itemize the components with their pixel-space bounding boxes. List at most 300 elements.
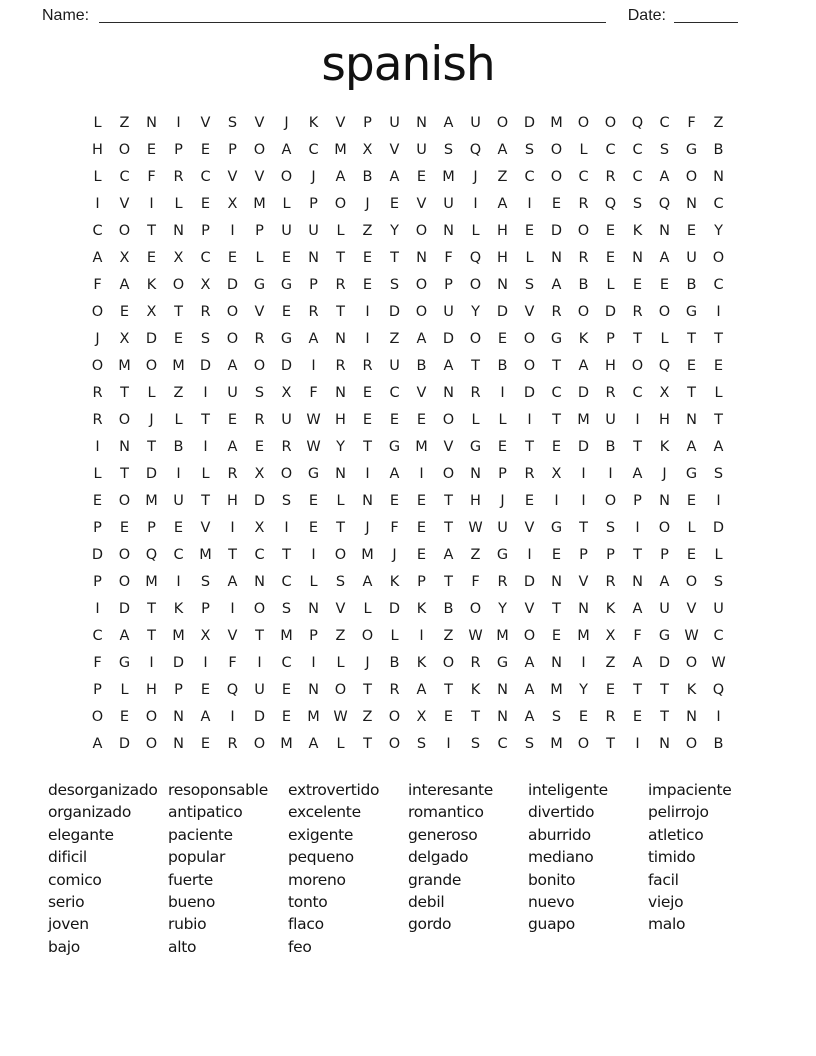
grid-letter: T xyxy=(120,466,129,482)
grid-letter: N xyxy=(335,385,346,401)
grid-letter: E xyxy=(551,628,562,644)
grid-letter: H xyxy=(92,142,103,158)
grid-letter: C xyxy=(200,169,211,185)
grid-letter: E xyxy=(497,331,508,347)
grid-letter: J xyxy=(500,493,505,509)
grid-letter: E xyxy=(362,412,373,428)
grid-letter: C xyxy=(119,169,130,185)
grid-letter: E xyxy=(200,142,211,158)
word-list-column xyxy=(168,779,288,958)
grid-letter: M xyxy=(307,709,320,725)
grid-letter: E xyxy=(686,547,697,563)
grid-letter: M xyxy=(577,628,590,644)
grid-letter: A xyxy=(443,547,454,563)
grid-letter: Z xyxy=(713,115,724,131)
grid-letter: O xyxy=(253,601,266,617)
grid-letter: A xyxy=(686,439,697,455)
grid-letter: U xyxy=(389,115,400,131)
grid-letter: B xyxy=(497,358,508,374)
grid-letter: P xyxy=(93,520,102,536)
grid-letter: U xyxy=(470,115,481,131)
grid-letter: T xyxy=(201,412,210,428)
grid-letter: M xyxy=(118,358,131,374)
grid-letter: P xyxy=(147,520,156,536)
word-item: elegante xyxy=(48,825,114,844)
word-item: serio xyxy=(48,893,85,912)
grid-letter: T xyxy=(633,439,642,455)
grid-letter: T xyxy=(336,304,345,320)
grid-letter: D xyxy=(118,601,131,617)
grid-letter: G xyxy=(550,331,563,347)
grid-letter: C xyxy=(92,223,103,239)
grid-letter: H xyxy=(146,682,157,698)
grid-letter: I xyxy=(635,412,640,428)
grid-letter: S xyxy=(389,277,400,293)
word-item: delgado xyxy=(408,848,469,867)
grid-letter: O xyxy=(172,277,185,293)
grid-letter: O xyxy=(577,223,590,239)
grid-letter: T xyxy=(147,628,156,644)
grid-letter: T xyxy=(714,412,723,428)
grid-letter: H xyxy=(659,412,670,428)
grid-letter: T xyxy=(552,601,561,617)
grid-letter: E xyxy=(416,169,427,185)
grid-letter: S xyxy=(470,736,481,752)
grid-letter: N xyxy=(686,196,697,212)
grid-letter: P xyxy=(201,223,210,239)
grid-letter: A xyxy=(119,277,130,293)
grid-letter: K xyxy=(416,655,427,671)
grid-letter: L xyxy=(363,601,372,617)
grid-letter: E xyxy=(389,412,400,428)
grid-letter: C xyxy=(659,115,670,131)
grid-letter: S xyxy=(524,277,535,293)
grid-letter: E xyxy=(146,250,157,266)
grid-letter: D xyxy=(496,304,509,320)
grid-letter: N xyxy=(362,493,373,509)
grid-letter: P xyxy=(309,196,318,212)
grid-letter: M xyxy=(145,574,158,590)
grid-row xyxy=(84,245,732,272)
grid-letter: B xyxy=(443,601,454,617)
grid-letter: D xyxy=(604,304,617,320)
grid-letter: S xyxy=(416,736,427,752)
word-item: divertido xyxy=(528,803,595,822)
grid-row xyxy=(84,677,732,704)
grid-letter: C xyxy=(713,277,724,293)
grid-letter: F xyxy=(93,655,102,671)
grid-letter: S xyxy=(335,574,346,590)
grid-letter: U xyxy=(497,520,508,536)
grid-letter: P xyxy=(498,466,507,482)
grid-letter: J xyxy=(311,169,316,185)
grid-letter: Z xyxy=(497,169,508,185)
grid-letter: S xyxy=(524,142,535,158)
grid-letter: F xyxy=(93,277,102,293)
grid-letter: L xyxy=(309,574,318,590)
grid-letter: T xyxy=(363,439,372,455)
grid-letter: E xyxy=(497,439,508,455)
grid-letter: N xyxy=(308,682,319,698)
grid-letter: X xyxy=(119,331,130,347)
grid-letter: G xyxy=(685,142,698,158)
grid-letter: S xyxy=(632,196,643,212)
grid-letter: A xyxy=(335,169,346,185)
grid-letter: I xyxy=(554,493,559,509)
grid-letter: D xyxy=(550,223,563,239)
grid-letter: U xyxy=(713,601,724,617)
grid-letter: D xyxy=(577,439,590,455)
grid-letter: T xyxy=(282,547,291,563)
grid-letter: A xyxy=(632,601,643,617)
grid-letter: E xyxy=(605,223,616,239)
grid-letter: R xyxy=(335,277,346,293)
grid-letter: L xyxy=(201,466,210,482)
grid-letter: E xyxy=(686,358,697,374)
grid-row xyxy=(84,488,732,515)
grid-letter: E xyxy=(281,682,292,698)
word-list-column xyxy=(288,779,408,958)
grid-row xyxy=(84,353,732,380)
grid-letter: X xyxy=(659,385,670,401)
grid-letter: O xyxy=(226,304,239,320)
grid-letter: G xyxy=(307,466,320,482)
grid-letter: X xyxy=(551,466,562,482)
grid-letter: K xyxy=(659,439,670,455)
grid-letter: T xyxy=(714,331,723,347)
grid-letter: O xyxy=(604,493,617,509)
grid-letter: E xyxy=(389,196,400,212)
grid-letter: E xyxy=(416,412,427,428)
grid-letter: A xyxy=(308,331,319,347)
grid-letter: E xyxy=(362,385,373,401)
grid-letter: P xyxy=(93,574,102,590)
grid-letter: O xyxy=(604,115,617,131)
word-item: fuerte xyxy=(168,870,214,889)
grid-letter: A xyxy=(524,709,535,725)
grid-letter: N xyxy=(470,466,481,482)
grid-letter: I xyxy=(149,655,154,671)
grid-letter: U xyxy=(686,250,697,266)
grid-letter: T xyxy=(147,223,156,239)
grid-letter: J xyxy=(473,169,478,185)
grid-letter: X xyxy=(119,250,130,266)
grid-letter: O xyxy=(91,709,104,725)
grid-letter: E xyxy=(524,223,535,239)
grid-letter: U xyxy=(443,304,454,320)
grid-letter: D xyxy=(199,358,212,374)
grid-letter: G xyxy=(280,331,293,347)
word-search-grid xyxy=(84,110,732,758)
grid-letter: I xyxy=(176,574,181,590)
word-item: interesante xyxy=(408,781,494,799)
grid-letter: E xyxy=(632,277,643,293)
grid-letter: R xyxy=(578,250,589,266)
grid-letter: Q xyxy=(604,196,617,212)
grid-letter: V xyxy=(335,115,346,131)
grid-letter: I xyxy=(176,115,181,131)
grid-letter: U xyxy=(281,412,292,428)
grid-letter: O xyxy=(388,736,401,752)
grid-letter: I xyxy=(419,628,424,644)
word-item: atletico xyxy=(648,825,704,844)
grid-letter: L xyxy=(525,250,534,266)
grid-row xyxy=(84,326,732,353)
grid-letter: R xyxy=(605,574,616,590)
grid-letter: X xyxy=(605,628,616,644)
grid-letter: C xyxy=(524,169,535,185)
grid-letter: V xyxy=(227,169,238,185)
word-item: excelente xyxy=(288,803,361,822)
grid-letter: Y xyxy=(390,223,399,239)
grid-letter: E xyxy=(362,277,373,293)
grid-letter: F xyxy=(147,169,156,185)
grid-letter: T xyxy=(336,250,345,266)
grid-letter: I xyxy=(527,547,532,563)
grid-letter: C xyxy=(632,385,643,401)
grid-letter: R xyxy=(470,385,481,401)
grid-letter: R xyxy=(92,412,103,428)
word-item: bajo xyxy=(48,937,80,956)
grid-letter: U xyxy=(389,358,400,374)
grid-letter: A xyxy=(713,439,724,455)
grid-letter: V xyxy=(524,601,535,617)
grid-letter: L xyxy=(147,385,156,401)
grid-letter: K xyxy=(632,223,643,239)
grid-letter: N xyxy=(335,331,346,347)
grid-letter: E xyxy=(686,493,697,509)
grid-letter: O xyxy=(685,736,698,752)
grid-letter: A xyxy=(281,142,292,158)
grid-letter: V xyxy=(227,628,238,644)
grid-letter: I xyxy=(473,196,478,212)
grid-letter: I xyxy=(581,466,586,482)
grid-letter: L xyxy=(282,196,291,212)
grid-letter: C xyxy=(632,169,643,185)
grid-letter: Y xyxy=(471,304,480,320)
grid-letter: R xyxy=(605,385,616,401)
grid-letter: N xyxy=(551,250,562,266)
grid-letter: G xyxy=(118,655,131,671)
grid-letter: N xyxy=(308,250,319,266)
grid-row xyxy=(84,407,732,434)
grid-letter: C xyxy=(281,574,292,590)
grid-letter: V xyxy=(119,196,130,212)
grid-letter: O xyxy=(145,736,158,752)
grid-letter: L xyxy=(255,250,264,266)
grid-letter: P xyxy=(174,142,183,158)
grid-letter: V xyxy=(578,574,589,590)
word-item: bueno xyxy=(168,893,216,912)
grid-letter: E xyxy=(389,493,400,509)
grid-letter: O xyxy=(469,331,482,347)
grid-letter: I xyxy=(95,439,100,455)
grid-row xyxy=(84,596,732,623)
grid-letter: D xyxy=(145,331,158,347)
grid-letter: I xyxy=(149,196,154,212)
grid-letter: C xyxy=(551,385,562,401)
grid-letter: Q xyxy=(469,250,482,266)
grid-letter: F xyxy=(471,574,480,590)
grid-letter: I xyxy=(203,655,208,671)
grid-letter: U xyxy=(281,223,292,239)
grid-letter: A xyxy=(443,115,454,131)
word-item: flaco xyxy=(288,915,324,934)
word-item: timido xyxy=(648,848,696,867)
grid-letter: W xyxy=(468,628,483,644)
grid-letter: E xyxy=(200,736,211,752)
grid-letter: F xyxy=(687,115,696,131)
grid-letter: G xyxy=(469,439,482,455)
page-title: spanish xyxy=(321,37,495,92)
grid-letter: S xyxy=(200,574,211,590)
word-list-column xyxy=(408,779,528,958)
word-item: grande xyxy=(408,870,462,889)
grid-letter: O xyxy=(442,466,455,482)
grid-letter: O xyxy=(442,412,455,428)
word-item: inteligente xyxy=(528,781,608,799)
grid-letter: A xyxy=(497,142,508,158)
grid-letter: Z xyxy=(335,628,346,644)
grid-letter: I xyxy=(230,601,235,617)
grid-letter: N xyxy=(659,493,670,509)
grid-letter: R xyxy=(200,304,211,320)
grid-letter: C xyxy=(389,385,400,401)
grid-letter: P xyxy=(606,547,615,563)
grid-letter: E xyxy=(578,709,589,725)
grid-letter: L xyxy=(93,466,102,482)
grid-letter: O xyxy=(118,493,131,509)
grid-letter: P xyxy=(174,682,183,698)
grid-letter: O xyxy=(145,358,158,374)
word-item: popular xyxy=(168,848,226,867)
grid-letter: O xyxy=(361,628,374,644)
grid-letter: R xyxy=(578,196,589,212)
grid-letter: I xyxy=(230,223,235,239)
grid-letter: V xyxy=(416,385,427,401)
grid-letter: L xyxy=(336,223,345,239)
grid-letter: D xyxy=(145,466,158,482)
grid-row xyxy=(84,299,732,326)
grid-letter: T xyxy=(363,736,372,752)
grid-letter: I xyxy=(95,196,100,212)
grid-letter: R xyxy=(605,709,616,725)
grid-letter: D xyxy=(658,655,671,671)
grid-letter: J xyxy=(392,547,397,563)
grid-letter: G xyxy=(685,466,698,482)
grid-letter: T xyxy=(687,385,696,401)
grid-letter: M xyxy=(280,628,293,644)
grid-letter: D xyxy=(118,736,131,752)
grid-letter: C xyxy=(308,142,319,158)
grid-row xyxy=(84,218,732,245)
grid-letter: T xyxy=(633,682,642,698)
grid-letter: O xyxy=(550,169,563,185)
grid-letter: H xyxy=(335,412,346,428)
grid-letter: T xyxy=(336,520,345,536)
grid-letter: X xyxy=(200,277,211,293)
grid-letter: A xyxy=(227,358,238,374)
grid-letter: I xyxy=(365,466,370,482)
grid-letter: T xyxy=(525,439,534,455)
grid-letter: D xyxy=(253,493,266,509)
grid-row xyxy=(84,110,732,137)
grid-letter: W xyxy=(333,709,348,725)
grid-letter: V xyxy=(335,601,346,617)
grid-letter: P xyxy=(363,115,372,131)
grid-letter: V xyxy=(389,142,400,158)
word-item: alto xyxy=(168,937,197,956)
header xyxy=(0,0,816,25)
grid-letter: E xyxy=(281,709,292,725)
grid-letter: C xyxy=(173,547,184,563)
grid-letter: J xyxy=(365,520,370,536)
grid-letter: D xyxy=(388,601,401,617)
grid-letter: O xyxy=(712,250,725,266)
grid-letter: F xyxy=(444,250,453,266)
grid-letter: R xyxy=(335,358,346,374)
grid-letter: U xyxy=(173,493,184,509)
grid-letter: N xyxy=(308,601,319,617)
grid-letter: S xyxy=(200,331,211,347)
word-item: tonto xyxy=(288,893,328,912)
grid-letter: T xyxy=(633,547,642,563)
grid-letter: E xyxy=(119,709,130,725)
grid-row xyxy=(84,137,732,164)
grid-letter: O xyxy=(118,142,131,158)
grid-letter: U xyxy=(605,412,616,428)
grid-letter: D xyxy=(523,115,536,131)
grid-letter: N xyxy=(632,250,643,266)
grid-letter: O xyxy=(577,115,590,131)
grid-letter: R xyxy=(254,412,265,428)
grid-letter: R xyxy=(389,682,400,698)
grid-letter: S xyxy=(659,142,670,158)
grid-letter: X xyxy=(254,466,265,482)
word-item: nuevo xyxy=(528,893,575,912)
grid-letter: B xyxy=(389,655,400,671)
grid-letter: N xyxy=(578,601,589,617)
grid-letter: M xyxy=(334,142,347,158)
grid-letter: E xyxy=(173,331,184,347)
grid-letter: C xyxy=(605,142,616,158)
word-item: viejo xyxy=(648,893,684,912)
grid-letter: E xyxy=(227,250,238,266)
grid-letter: E xyxy=(173,520,184,536)
grid-letter: S xyxy=(281,493,292,509)
grid-letter: E xyxy=(200,682,211,698)
grid-letter: V xyxy=(524,304,535,320)
grid-row xyxy=(84,191,732,218)
word-item: aburrido xyxy=(528,825,591,844)
grid-row xyxy=(84,650,732,677)
grid-letter: E xyxy=(254,439,265,455)
grid-letter: T xyxy=(147,601,156,617)
grid-letter: O xyxy=(118,412,131,428)
word-item: bonito xyxy=(528,870,576,889)
grid-letter: L xyxy=(390,628,399,644)
grid-letter: V xyxy=(254,115,265,131)
grid-letter: C xyxy=(254,547,265,563)
grid-letter: V xyxy=(200,115,211,131)
grid-letter: X xyxy=(281,385,292,401)
grid-letter: A xyxy=(578,358,589,374)
grid-letter: O xyxy=(118,223,131,239)
grid-letter: T xyxy=(444,520,453,536)
grid-letter: O xyxy=(685,574,698,590)
grid-letter: N xyxy=(443,385,454,401)
grid-letter: O xyxy=(415,223,428,239)
